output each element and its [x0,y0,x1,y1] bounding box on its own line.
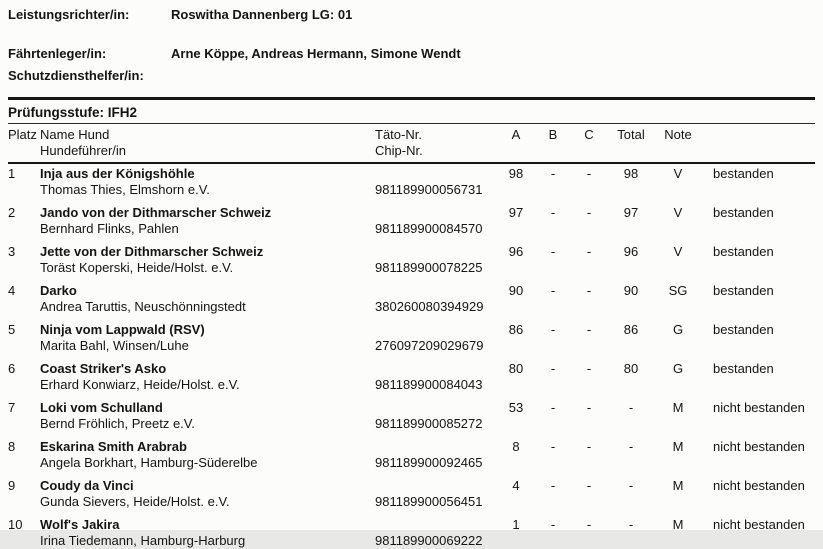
score-a: 86 [508,322,524,337]
table-header [8,124,815,162]
score-a: 4 [512,478,520,493]
score-b: - [550,283,556,298]
score-a: 97 [508,205,524,220]
column-header-name [40,127,372,159]
row-platz: 4 [8,283,16,298]
handler-name: Gunda Sievers, Heide/Holst. e.V. [40,494,230,509]
grade-note: V [673,166,683,181]
score-c: - [586,166,592,181]
score-b: - [550,517,556,532]
pass-result: nicht bestanden [713,478,805,493]
pass-result: bestanden [713,205,774,220]
dog-name: Wolf's Jakira [40,517,120,532]
chip-number: 981189900056451 [375,494,483,509]
column-header-note: Note [664,127,692,142]
tracklayer-label: Fährtenleger/in: [8,46,107,61]
score-b: - [550,244,556,259]
chip-number: 981189900078225 [375,260,483,275]
row-name-cell [40,478,372,510]
pass-result: nicht bestanden [713,439,805,454]
score-b: - [550,361,556,376]
score-c: - [586,283,592,298]
score-c: - [586,361,592,376]
meta-block [8,7,815,83]
row-name-cell [40,400,372,432]
score-b: - [550,400,556,415]
handler-name: Thomas Thies, Elmshorn e.V. [40,182,210,197]
pass-result: bestanden [713,166,774,181]
score-a: 96 [508,244,524,259]
column-header-total: Total [617,127,645,142]
dog-name: Coast Striker's Asko [40,361,167,376]
dog-name: Darko [40,283,77,298]
dog-name: Ninja vom Lappwald (RSV) [40,322,205,337]
chip-number: 981189900085272 [375,416,483,431]
row-name-cell [40,361,372,393]
score-c: - [586,517,592,532]
dog-name: Loki vom Schulland [40,400,163,415]
grade-note: M [672,400,684,415]
row-platz: 1 [8,166,16,181]
score-total: 96 [623,244,639,259]
row-name-cell [40,517,372,549]
row-platz: 7 [8,400,16,415]
handler-name: Irina Tiedemann, Hamburg-Harburg [40,533,246,548]
meta-row-helper [8,68,815,83]
score-b: - [550,439,556,454]
table-row [8,164,815,198]
handler-name: Erhard Konwiarz, Heide/Holst. e.V. [40,377,240,392]
score-total: - [628,517,634,532]
chip-number: 981189900092465 [375,455,483,470]
score-b: - [550,478,556,493]
row-platz: 9 [8,478,16,493]
score-c: - [586,400,592,415]
grade-note: M [672,478,684,493]
pass-result: bestanden [713,361,774,376]
score-b: - [550,205,556,220]
score-total: - [628,400,634,415]
score-b: - [550,322,556,337]
grade-note: SG [668,283,688,298]
handler-name: Bernd Fröhlich, Preetz e.V. [40,416,195,431]
column-header-nr-line1: Täto-Nr. [375,127,422,142]
row-name-cell [40,439,372,471]
score-total: 97 [623,205,639,220]
score-c: - [586,244,592,259]
row-name-cell [40,166,372,198]
table-row [8,476,815,510]
helper-label: Schutzdiensthelfer/in: [8,68,144,83]
row-platz: 5 [8,322,16,337]
row-platz: 2 [8,205,16,220]
grade-note: M [672,517,684,532]
meta-row-tracklayer [8,46,815,61]
pass-result: bestanden [713,244,774,259]
column-header-a: A [511,127,521,142]
score-a: 98 [508,166,524,181]
grade-note: G [672,322,684,337]
score-a: 8 [512,439,520,454]
pass-result: bestanden [713,322,774,337]
grade-note: V [673,244,683,259]
dog-name: Coudy da Vinci [40,478,134,493]
chip-number: 380260080394929 [375,299,484,314]
chip-number: 981189900084043 [375,377,483,392]
score-a: 80 [508,361,524,376]
table-row [8,398,815,432]
table-row [8,359,815,393]
score-a: 1 [512,517,520,532]
row-platz: 3 [8,244,16,259]
table-row [8,515,815,549]
chip-number: 981189900056731 [375,182,483,197]
dog-name: Jando von der Dithmarscher Schweiz [40,205,272,220]
column-header-name-line1: Name Hund [40,127,110,142]
tracklayer-value: Arne Köppe, Andreas Hermann, Simone Wendt [171,46,461,61]
row-platz: 6 [8,361,16,376]
grade-note: V [673,205,683,220]
section-title: Prüfungsstufe: IFH2 [8,105,138,120]
chip-number: 981189900069222 [375,533,483,548]
chip-number: 981189900084570 [375,221,483,236]
handler-name: Toräst Koperski, Heide/Holst. e.V. [40,260,234,275]
grade-note: M [672,439,684,454]
score-total: - [628,478,634,493]
judge-label: Leistungsrichter/in: [8,7,130,22]
judge-value: Roswitha Dannenberg LG: 01 [171,7,353,22]
score-total: 90 [623,283,639,298]
column-header-b: B [548,127,558,142]
row-name-cell [40,322,372,354]
handler-name: Bernhard Flinks, Pahlen [40,221,179,236]
column-header-nr-line2: Chip-Nr. [375,143,423,158]
table-row [8,281,815,315]
column-header-platz: Platz [8,127,37,142]
score-a: 90 [508,283,524,298]
dog-name: Eskarina Smith Arabrab [40,439,187,454]
score-total: 86 [623,322,639,337]
pass-result: nicht bestanden [713,517,805,532]
meta-row-judge [8,7,815,22]
score-b: - [550,166,556,181]
score-c: - [586,205,592,220]
row-name-cell [40,205,372,237]
handler-name: Andrea Taruttis, Neuschönningstedt [40,299,246,314]
score-c: - [586,322,592,337]
column-header-name-line2: Hundeführer/in [40,143,126,158]
column-header-c: C [584,127,594,142]
pass-result: bestanden [713,283,774,298]
results-rows [8,164,815,549]
score-total: - [628,439,634,454]
column-header-nr [372,127,497,159]
handler-name: Marita Bahl, Winsen/Luhe [40,338,189,353]
row-name-cell [40,283,372,315]
table-row [8,203,815,237]
dog-name: Inja aus der Königshöhle [40,166,195,181]
table-row [8,437,815,471]
column-header-result [701,127,815,159]
score-a: 53 [508,400,524,415]
table-row [8,320,815,354]
row-platz: 10 [8,517,23,532]
pass-result: nicht bestanden [713,400,805,415]
score-total: 98 [623,166,639,181]
score-c: - [586,478,592,493]
dog-name: Jette von der Dithmarscher Schweiz [40,244,264,259]
grade-note: G [672,361,684,376]
row-platz: 8 [8,439,16,454]
score-c: - [586,439,592,454]
score-total: 80 [623,361,639,376]
table-row [8,242,815,276]
chip-number: 276097209029679 [375,338,484,353]
handler-name: Angela Borkhart, Hamburg-Süderelbe [40,455,258,470]
row-name-cell [40,244,372,276]
